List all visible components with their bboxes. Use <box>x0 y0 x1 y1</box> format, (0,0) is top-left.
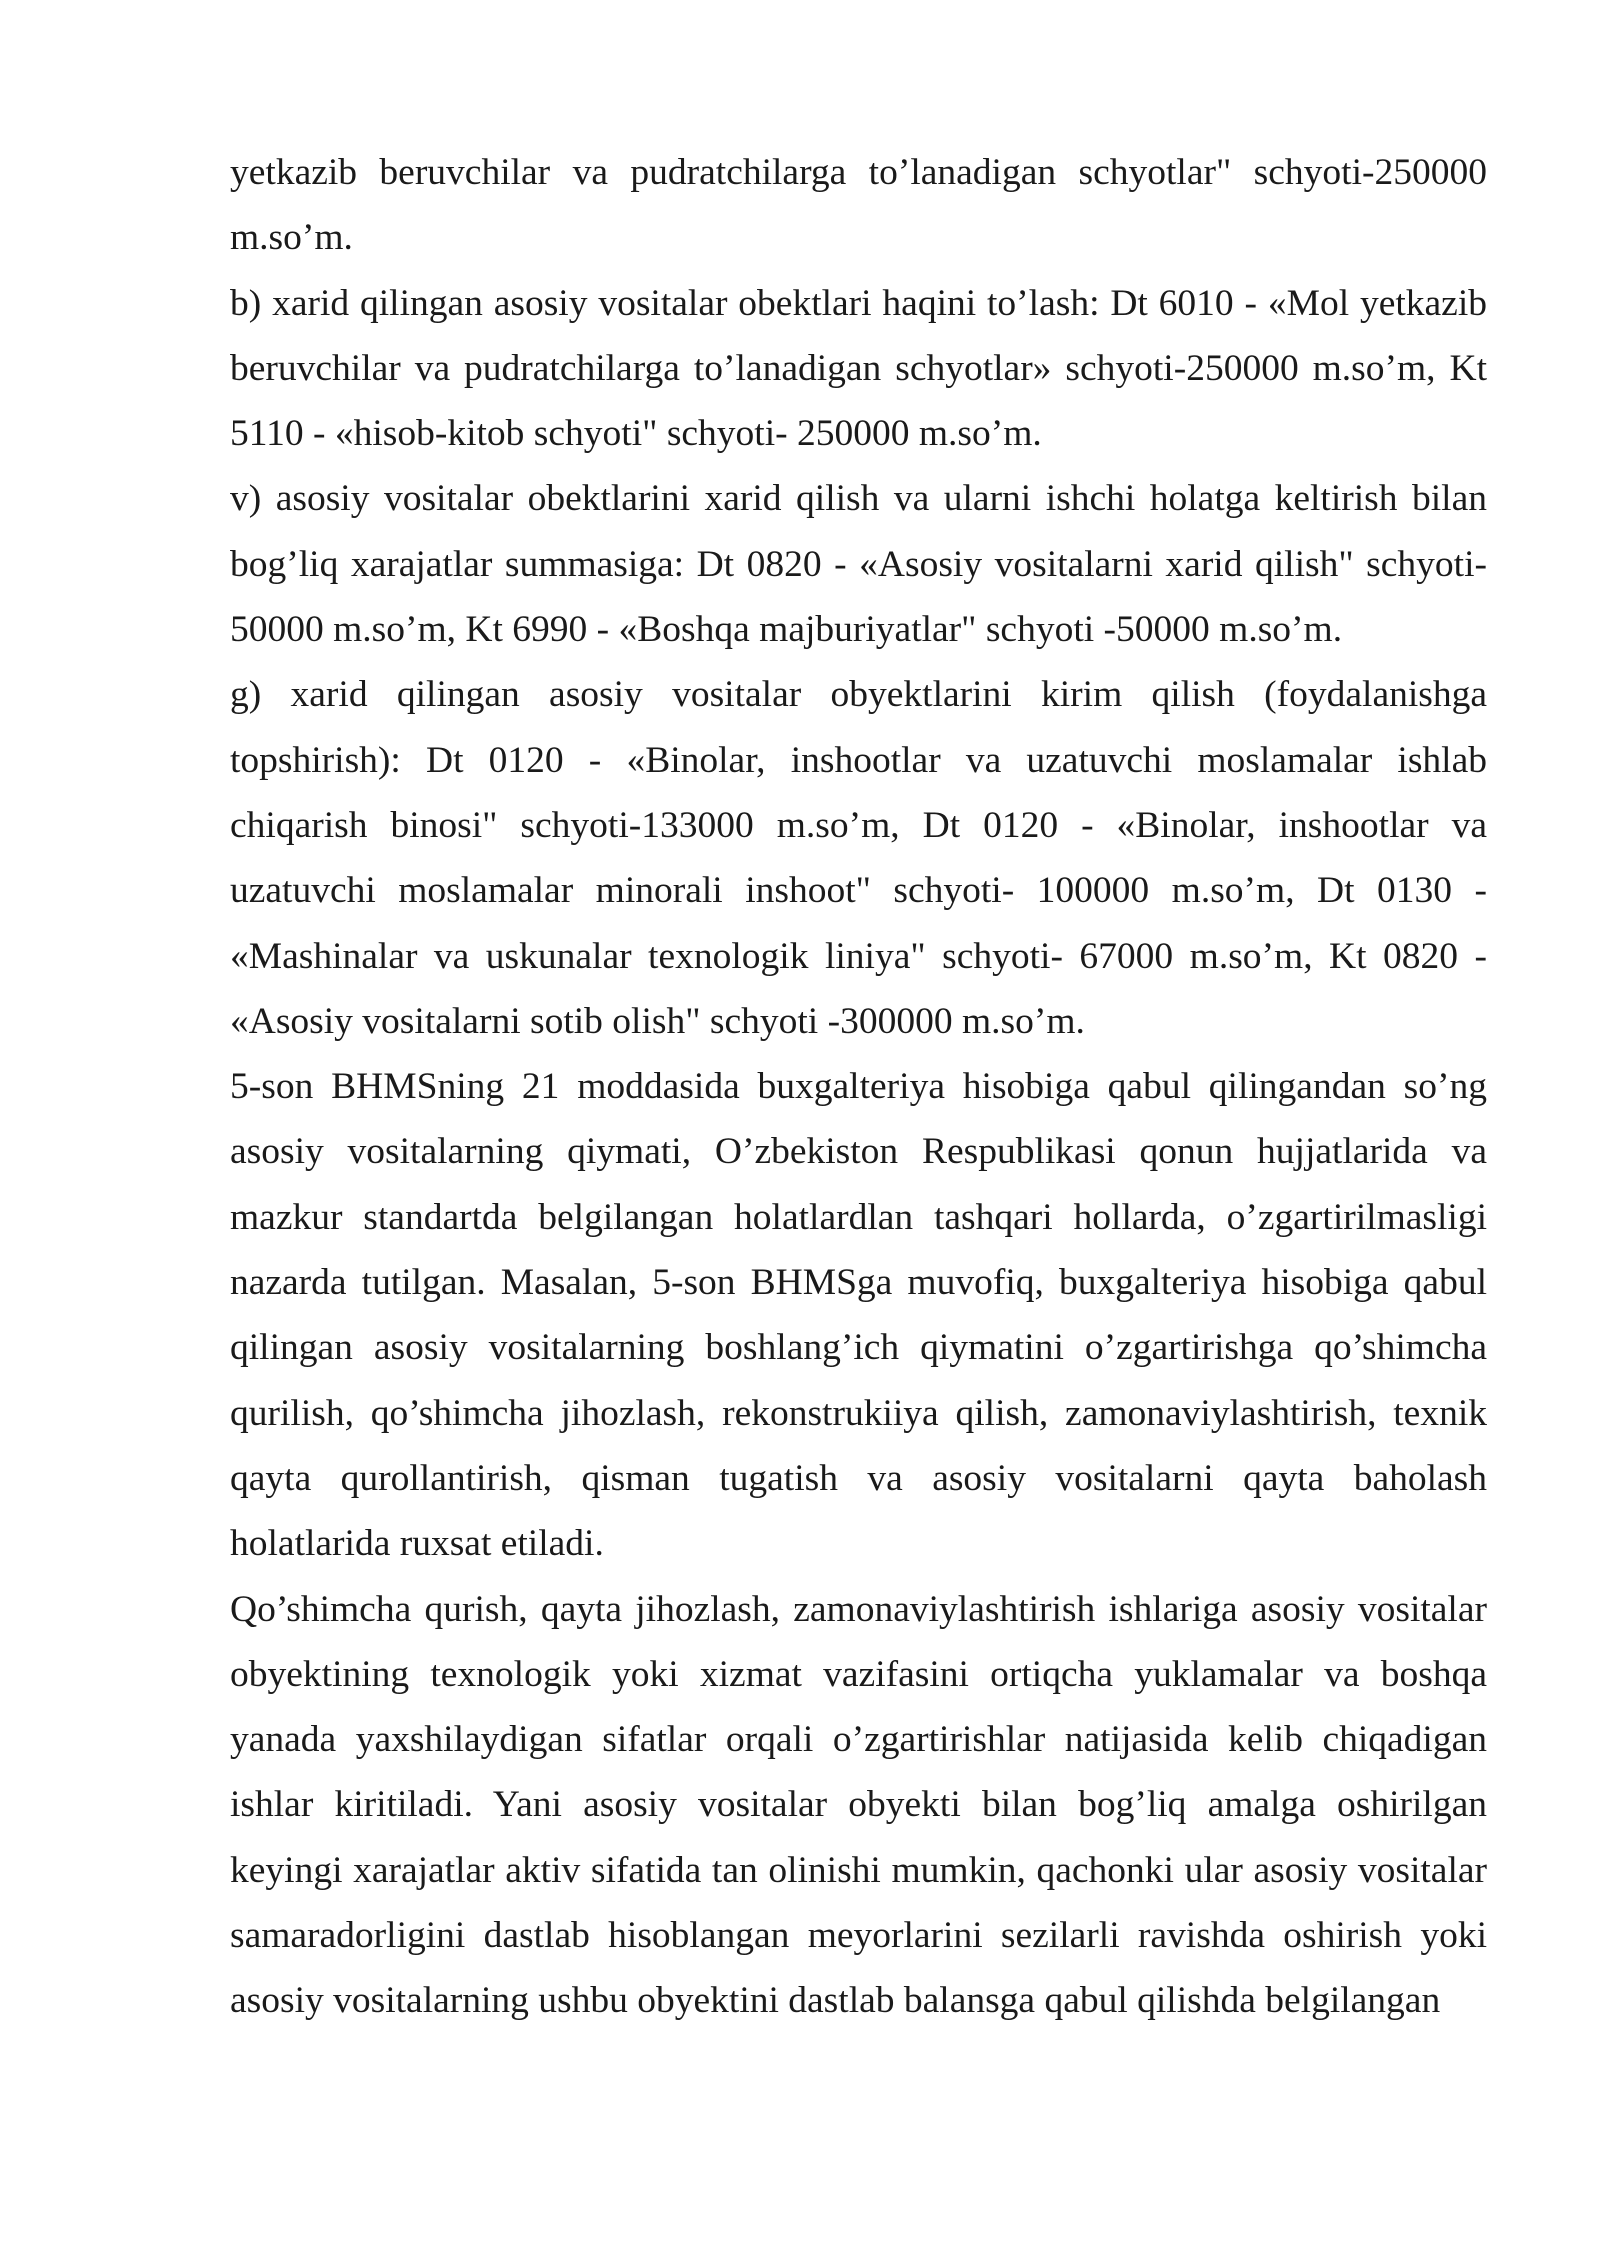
paragraph-additional-construction: Qo’shimcha qurish, qayta jihozlash, zamonaviylashtirish ishlariga asosiy vositalar obyektining texnologik yoki xizmat vazifasini ortiqcha yuklamalar va boshqa yanada yaxshilaydigan sifatlar orqali o’zgartirishlar natijasida kelib chiqadigan ishlar kiritiladi. Yani asosiy vositalar obyekti bilan bog’liq amalga oshirilgan keyingi xarajatlar aktiv sifatida tan olinishi mumkin, qachonki ular asosiy vositalar samaradorligini dastlab hisoblangan meyorlarini sezilarli ravishda oshirish yoki asosiy vositalarning ushbu obyektini dastlab balansga qabul qilishda belgilangan <box>230 1588 1487 2022</box>
paragraph-bhms-article-21: 5-son BHMSning 21 moddasida buxgalteriya hisobiga qabul qilingandan so’ng asosiy vositalarning qiymati, O’zbekiston Respublikasi qonun hujjatlarida va mazkur standartda belgilangan holatlardlan tashqari hollarda, o’zgartirilmasligi nazarda tutilgan. Masalan, 5-son BHMSga muvofiq, buxgalteriya hisobiga qabul qilingan asosiy vositalarning boshlang’ich qiymatini o’zgartirishga qo’shimcha qurilish, qo’shimcha jihozlash, rekonstrukiiya qilish, zamonaviylashtirish, texnik qayta qurollantirish, qisman tugatish va asosiy vositalarni qayta baholash holatlarida ruxsat etiladi. <box>230 1066 1487 1565</box>
paragraph-item-b: b) xarid qilingan asosiy vositalar obektlari haqini to’lash: Dt 6010 - «Mol yetkazib beruvchilar va pudratchilarga to’lanadigan schyotlar» schyoti-250000 m.so’m, Kt 5110 - «hisob-kitob schyoti" schyoti- 250000 m.so’m. <box>230 282 1487 455</box>
paragraph-continuation: yetkazib beruvchilar va pudratchilarga to’lanadigan schyotlar" schyoti-250000 m.so’m. <box>230 152 1487 259</box>
paragraph-item-v: v) asosiy vositalar obektlarini xarid qilish va ularni ishchi holatga keltirish bilan bog’liq xarajatlar summasiga: Dt 0820 - «Asosiy vositalarni xarid qilish" schyoti-50000 m.so’m, Kt 6990 - «Boshqa majburiyatlar" schyoti -50000 m.so’m. <box>230 478 1487 651</box>
document-page <box>230 140 1487 2034</box>
paragraph-item-g: g) xarid qilingan asosiy vositalar obyektlarini kirim qilish (foydalanishga topshirish): Dt 0120 - «Binolar, inshootlar va uzatuvchi moslamalar ishlab chiqarish binosi" schyoti-133000 m.so’m, Dt 0120 - «Binolar, inshootlar va uzatuvchi moslamalar minorali inshoot" schyoti- 100000 m.so’m, Dt 0130 - «Mashinalar va uskunalar texnologik liniya" schyoti- 67000 m.so’m, Kt 0820 - «Asosiy vositalarni sotib olish" schyoti -300000 m.so’m. <box>230 674 1487 1042</box>
